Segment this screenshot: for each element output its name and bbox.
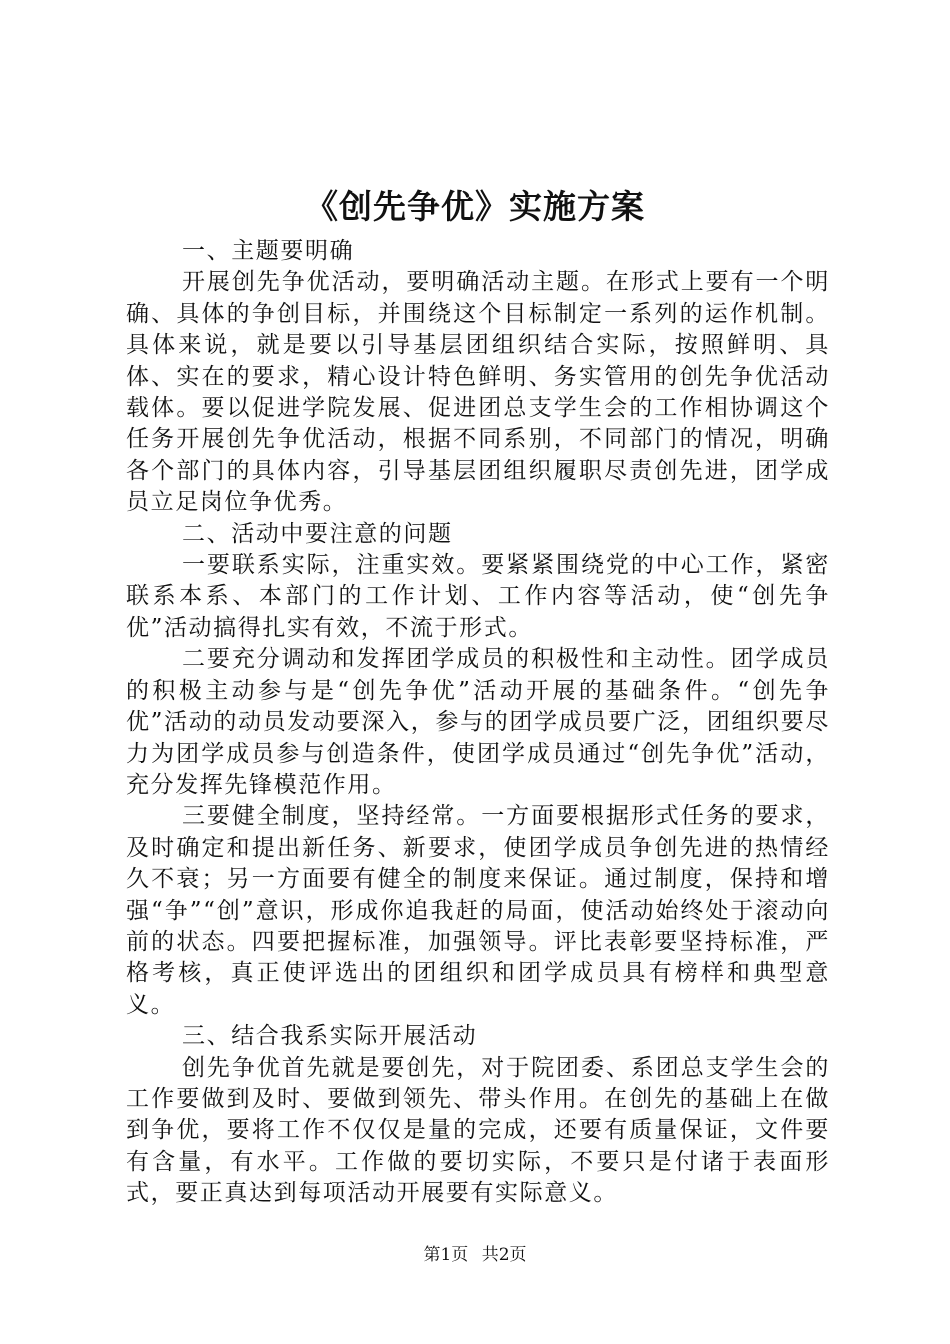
page-footer <box>0 1244 950 1266</box>
document-body <box>126 236 830 1210</box>
section-heading: 一、主题要明确 <box>182 238 355 264</box>
section-heading: 三、结合我系实际开展活动 <box>182 1023 478 1050</box>
paragraph: 三要健全制度，坚持经常。一方面要根据形式任务的要求，及时确定和提出新任务、新要求，使团学成员争创先进的热情经久不衰；另一方面要有健全的制度来保证。通过制度，保持和增强“争”“创”意识，形成你追我赶的局面，使活动始终处于滚动向前的状态。四要把握标准，加强领导。评比表彰要坚持标准，严格考核，真正使评选出的团组织和团学成员具有榜样和典型意义。 <box>126 803 830 1018</box>
section-heading: 二、活动中要注意的问题 <box>182 520 453 547</box>
paragraph: 开展创先争优活动，要明确活动主题。在形式上要有一个明确、具体的争创目标，并围绕这个目标制定一系列的运作机制。具体来说，就是要以引导基层团组织结合实际，按照鲜明、具体、实在的要求，精心设计特色鲜明、务实管用的创先争优活动载体。要以促进学院发展、促进团总支学生会的工作相协调这个任务开展创先争优活动，根据不同系别，不同部门的情况，明确各个部门的具体内容，引导基层团组织履职尽责创先进，团学成员立足岗位争优秀。 <box>126 269 830 516</box>
paragraph: 二要充分调动和发挥团学成员的积极性和主动性。团学成员的积极主动参与是“创先争优”活动开展的基础条件。“创先争优”活动的动员发动要深入，参与的团学成员要广泛，团组织要尽力为团学成员参与创造条件，使团学成员通过“创先争优”活动，充分发挥先锋模范作用。 <box>126 646 830 798</box>
paragraph: 一要联系实际，注重实效。要紧紧围绕党的中心工作，紧密联系本系、本部门的工作计划、工作内容等活动，使“创先争优”活动搞得扎实有效，不流于形式。 <box>126 552 830 641</box>
paragraph: 创先争优首先就是要创先，对于院团委、系团总支学生会的工作要做到及时、要做到领先、带头作用。在创先的基础上在做到争优，要将工作不仅仅是量的完成，还要有质量保证，文件要有含量，有水平。工作做的要切实际，不要只是付诸于表面形式，要正真达到每项活动开展要有实际意义。 <box>126 1054 830 1207</box>
page-number: 第1页 <box>423 1245 469 1265</box>
document-title: 《创先争优》实施方案 <box>305 187 645 226</box>
page-total: 共2页 <box>481 1245 527 1265</box>
